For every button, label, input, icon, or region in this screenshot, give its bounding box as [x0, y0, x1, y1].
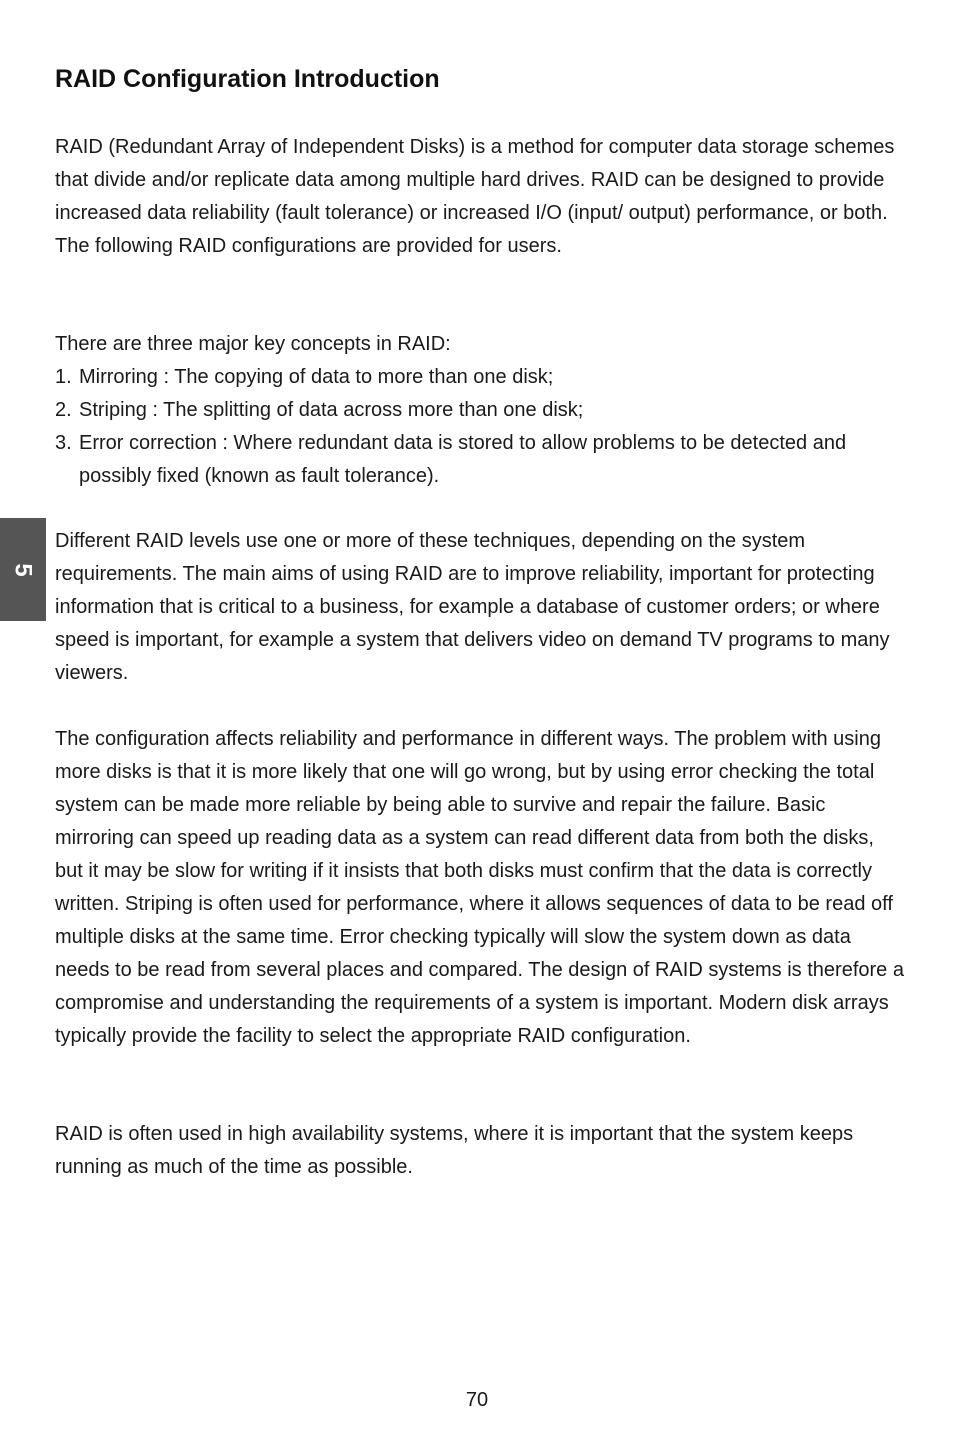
list-item [55, 427, 905, 493]
list-item-text: Error correction : Where redundant data is stored to allow problems to be detected and possibly fixed (known as fault tolerance). [79, 432, 847, 487]
page-title: RAID Configuration Introduction [55, 65, 440, 93]
configuration-paragraph: The configuration affects reliability and performance in different ways. The problem with using more disks is that it is more likely that one will go wrong, but by using error checking the total system can be made more reliable by being able to survive and repair the failure. Basic mirroring can speed up reading data as a system can read different data from both the disks, but it may be slow for writing if it insists that both disks must confirm that the data is correctly written. Striping is often used for performance, where it allows sequences of data to be read off multiple disks at the same time. Error checking typically will slow the system down as data needs to be read from several places and compared. The design of RAID systems is therefore a compromise and understanding the requirements of a system is important. Modern disk arrays typically provide the facility to select the appropriate RAID configuration. [55, 728, 904, 1047]
list-item [55, 361, 905, 394]
list-item-text: Mirroring : The copying of data to more than one disk; [79, 366, 554, 388]
availability-paragraph: RAID is often used in high availability systems, where it is important that the system keeps running as much of the time as possible. [55, 1123, 854, 1178]
concepts-lead: There are three major key concepts in RAID: [55, 333, 451, 355]
list-item-number: 1. [55, 366, 72, 388]
intro-paragraph: RAID (Redundant Array of Independent Disks) is a method for computer data storage schemes that divide and/or replicate data among multiple hard drives. RAID can be designed to provide increased data reliability (fault tolerance) or increased I/O (input/ output) performance, or both. The following RAID configurations are provided for users. [55, 136, 895, 257]
chapter-tab [0, 518, 46, 621]
list-item-text: Striping : The splitting of data across more than one disk; [79, 399, 584, 421]
chapter-number: 5 [9, 562, 37, 577]
list-item-number: 2. [55, 399, 72, 421]
list-item-number: 3. [55, 432, 72, 454]
list-item [55, 394, 905, 427]
raid-levels-paragraph: Different RAID levels use one or more of these techniques, depending on the system requirements. The main aims of using RAID are to improve reliability, important for protecting information that is critical to a business, for example a database of customer orders; or where speed is important, for example a system that delivers video on demand TV programs to many viewers. [55, 530, 890, 684]
concepts-section [55, 328, 905, 493]
concepts-list [55, 361, 905, 493]
page-number: 70 [465, 1389, 489, 1411]
